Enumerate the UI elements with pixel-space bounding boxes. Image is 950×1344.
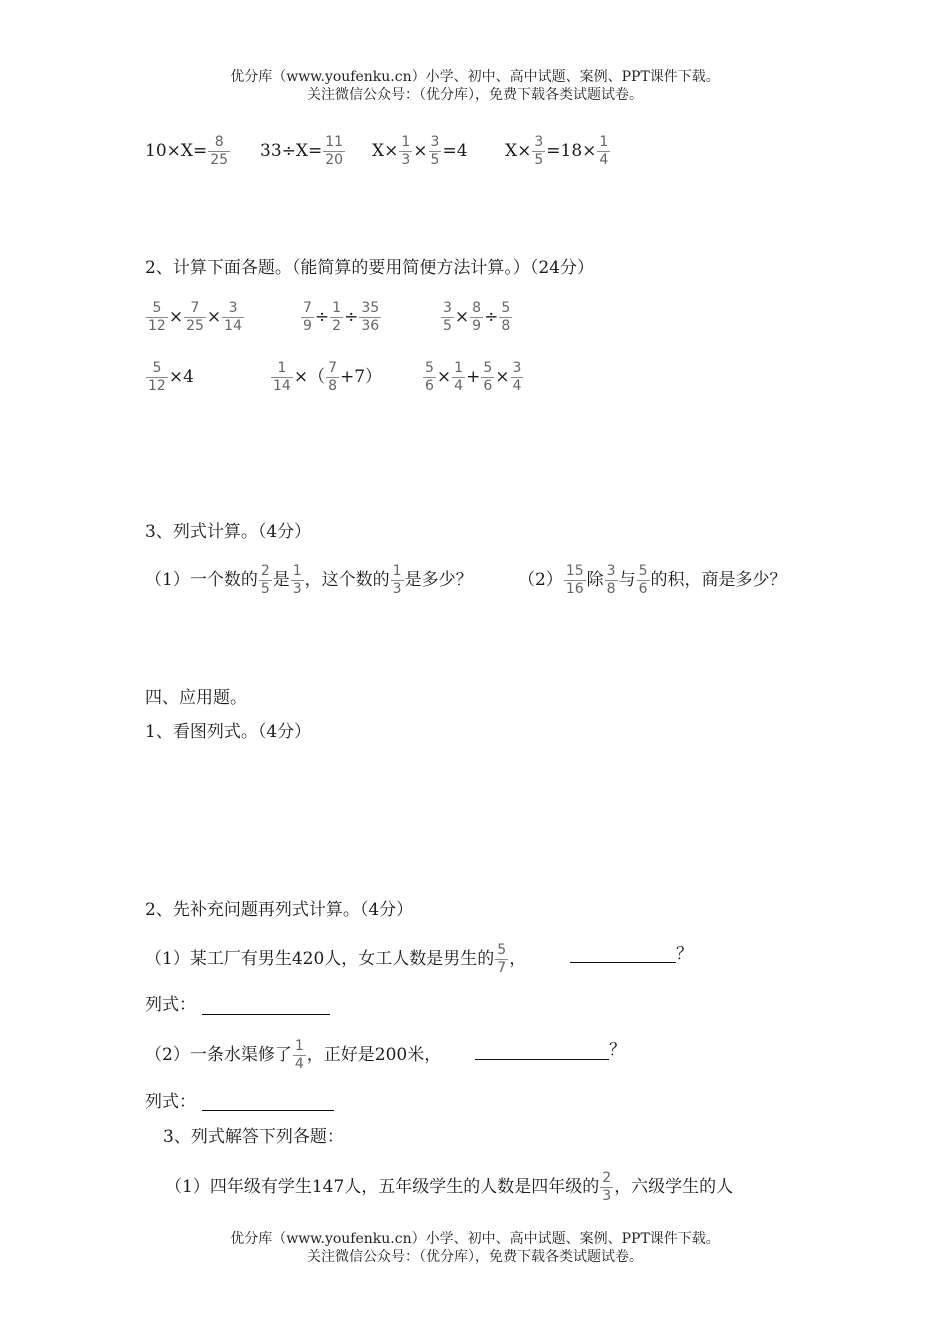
fraction-numerator: 5 — [638, 563, 648, 579]
fraction-numerator: 35 — [361, 300, 380, 316]
fraction-denominator: 3 — [602, 1188, 612, 1204]
fraction — [600, 1170, 613, 1205]
question-3-title: 3、列式计算。（4分） — [145, 522, 312, 542]
fraction — [637, 563, 650, 598]
calc-expression-5: $\frac{1}{14}$ ×（ $\frac{7}{8}$ +7） — [273, 360, 383, 394]
fraction — [605, 563, 618, 598]
fraction-numerator: 1 — [292, 563, 302, 579]
footer-line-2: 关注微信公众号：（优分库），免费下载各类试题试卷。 — [307, 1249, 643, 1265]
formula-blank-1[interactable] — [202, 1014, 330, 1015]
fraction — [429, 134, 442, 169]
fraction — [293, 1038, 306, 1073]
question-3-part-1: （1）一个数的 $\frac{2}{5}$ 是 $\frac{1}{3}$ ，这个数的 $\frac{1}{3}$ 是多少？ — [145, 563, 473, 597]
question-2-title: 2、计算下面各题。（能简算的要用简便方法计算。）（24分） — [145, 258, 594, 278]
fraction-denominator: 7 — [497, 960, 507, 976]
fraction-numerator: 1 — [401, 134, 411, 150]
fraction-numerator: 5 — [501, 300, 511, 316]
section-4-question-2-title: 2、先补充问题再列式计算。（4分） — [145, 900, 414, 920]
fraction-denominator: 14 — [273, 378, 291, 394]
fraction-numerator: 1 — [332, 300, 342, 316]
fraction-denominator: 9 — [303, 318, 312, 334]
fraction-denominator: 4 — [294, 1056, 304, 1072]
fraction-numerator: 7 — [328, 360, 337, 376]
equation-2 — [260, 134, 346, 169]
fraction-denominator: 5 — [260, 581, 270, 597]
equation-3: X× $\frac{1}{3}$ × $\frac{3}{5}$ =4 — [372, 134, 468, 168]
fraction-denominator: 12 — [148, 318, 166, 334]
equation-2-lhs: 33÷X= — [260, 141, 323, 161]
fraction-numerator: 15 — [565, 563, 584, 579]
fraction — [470, 300, 483, 335]
fraction — [391, 563, 404, 598]
fraction-denominator: 5 — [443, 318, 452, 334]
fraction — [326, 360, 339, 395]
fraction — [452, 360, 465, 395]
fraction-numerator: 3 — [430, 134, 440, 150]
calc-expression-1: $\frac{5}{12}$ × $\frac{7}{25}$ × $\frac{3}{14}$ — [148, 300, 242, 334]
fraction-numerator: 5 — [146, 360, 168, 378]
fraction-numerator: 3 — [443, 300, 452, 316]
fraction-denominator: 2 — [332, 318, 342, 334]
fraction-numerator: 1 — [392, 563, 402, 579]
fraction — [511, 360, 524, 395]
fraction-numerator: 5 — [425, 360, 434, 376]
fraction — [423, 360, 436, 395]
fraction-denominator: 3 — [401, 152, 411, 168]
fraction-denominator: 9 — [472, 318, 482, 334]
fraction-numerator: 2 — [602, 1170, 612, 1186]
fraction-numerator: 1 — [294, 1038, 304, 1054]
fraction — [481, 360, 494, 395]
calc-expression-6: $\frac{5}{6}$ × $\frac{1}{4}$ + $\frac{5}{6}$ × $\frac{3}{4}$ — [425, 360, 522, 394]
formula-label-1: 列式： — [145, 995, 196, 1015]
equation-1 — [145, 134, 231, 169]
section-4-question-2-part-1: （1）某工厂有男生420人，女工人数是男生的 $\frac{5}{7}$ ， — [145, 942, 527, 976]
question-mark-1: ？ — [676, 944, 693, 964]
fraction — [359, 300, 381, 335]
fraction — [184, 300, 206, 335]
fraction-numerator: 8 — [208, 134, 230, 152]
fraction — [532, 134, 545, 169]
fraction-denominator: 5 — [534, 152, 544, 168]
formula-label-2: 列式： — [145, 1092, 196, 1112]
fraction-numerator: 7 — [184, 300, 206, 318]
fraction-denominator: 16 — [565, 581, 584, 597]
calc-expression-3: $\frac{3}{5}$ × $\frac{8}{9}$ ÷ $\frac{5}{8}$ — [443, 300, 511, 334]
fraction-denominator: 6 — [638, 581, 648, 597]
fraction-denominator: 5 — [430, 152, 440, 168]
fraction-numerator: 1 — [599, 134, 609, 150]
fraction-denominator: 4 — [512, 378, 522, 394]
fraction-numerator: 3 — [606, 563, 616, 579]
equation-4: X× $\frac{3}{5}$ =18× $\frac{1}{4}$ — [505, 134, 609, 168]
calc-expression-2: $\frac{7}{9}$ ÷ $\frac{1}{2}$ ÷ $\frac{35}{36}$ — [303, 300, 380, 334]
fraction — [259, 563, 272, 598]
fraction-numerator: 5 — [483, 360, 493, 376]
fraction-numerator: 11 — [325, 134, 344, 150]
section-4-question-3-title: 3、列式解答下列各题： — [163, 1127, 344, 1147]
fraction-denominator: 8 — [606, 581, 616, 597]
fraction — [597, 134, 610, 169]
equation-1-lhs: 10×X= — [145, 141, 208, 161]
fraction-denominator: 36 — [361, 318, 380, 334]
fraction — [495, 942, 508, 977]
fraction-denominator: 8 — [501, 318, 511, 334]
section-4-title: 四、应用题。 — [145, 688, 247, 708]
fraction-numerator: 3 — [512, 360, 522, 376]
fraction-numerator: 5 — [146, 300, 168, 318]
fraction-numerator: 1 — [454, 360, 464, 376]
fraction-denominator: 6 — [483, 378, 493, 394]
fraction — [271, 360, 293, 395]
calc-expression-4: $\frac{5}{12}$ ×4 — [148, 360, 194, 394]
fraction — [208, 134, 230, 169]
header-line-2: 关注微信公众号：（优分库），免费下载各类试题试卷。 — [307, 87, 643, 103]
question-mark-2: ？ — [609, 1040, 626, 1060]
fraction-denominator: 25 — [186, 318, 204, 334]
fraction — [499, 300, 512, 335]
section-4-question-1: 1、看图列式。（4分） — [145, 722, 312, 742]
answer-blank-2[interactable] — [475, 1059, 609, 1060]
fraction-denominator: 12 — [148, 378, 166, 394]
formula-blank-2[interactable] — [202, 1110, 334, 1111]
fraction — [301, 300, 314, 335]
fraction-numerator: 3 — [222, 300, 244, 318]
fraction — [222, 300, 244, 335]
question-3-part-2: （2） $\frac{15}{16}$ 除 $\frac{3}{8}$ 与 $\frac{5}{6}$ 的积，商是多少？ — [518, 563, 787, 597]
answer-blank-1[interactable] — [570, 962, 676, 963]
fraction-denominator: 4 — [454, 378, 464, 394]
fraction — [323, 134, 345, 169]
fraction-numerator: 5 — [497, 942, 507, 958]
fraction — [330, 300, 343, 335]
fraction-numerator: 2 — [260, 563, 270, 579]
fraction-denominator: 20 — [325, 152, 344, 168]
fraction-denominator: 6 — [425, 378, 434, 394]
fraction-denominator: 14 — [224, 318, 242, 334]
fraction-numerator: 1 — [271, 360, 293, 378]
fraction-denominator: 8 — [328, 378, 337, 394]
fraction — [564, 563, 586, 598]
fraction — [441, 300, 454, 335]
fraction-denominator: 25 — [210, 152, 229, 168]
fraction-denominator: 3 — [292, 581, 302, 597]
fraction — [146, 360, 168, 395]
fraction-numerator: 7 — [303, 300, 312, 316]
fraction — [146, 300, 168, 335]
fraction-numerator: 3 — [534, 134, 544, 150]
fraction-numerator: 8 — [472, 300, 482, 316]
section-4-question-3-part-1: （1）四年级有学生147人，五年级学生的人数是四年级的 $\frac{2}{3}$ ，六级学生的人 — [165, 1170, 734, 1204]
fraction — [291, 563, 304, 598]
fraction-denominator: 3 — [392, 581, 402, 597]
fraction-denominator: 4 — [599, 152, 609, 168]
header-line-1: 优分库（www.youfenku.cn）小学、初中、高中试题、案例、PPT课件下载。 — [230, 69, 720, 85]
fraction — [399, 134, 412, 169]
footer-line-1: 优分库（www.youfenku.cn）小学、初中、高中试题、案例、PPT课件下载。 — [230, 1231, 720, 1247]
section-4-question-2-part-2: （2）一条水渠修了 $\frac{1}{4}$ ，正好是200米， — [145, 1038, 442, 1072]
